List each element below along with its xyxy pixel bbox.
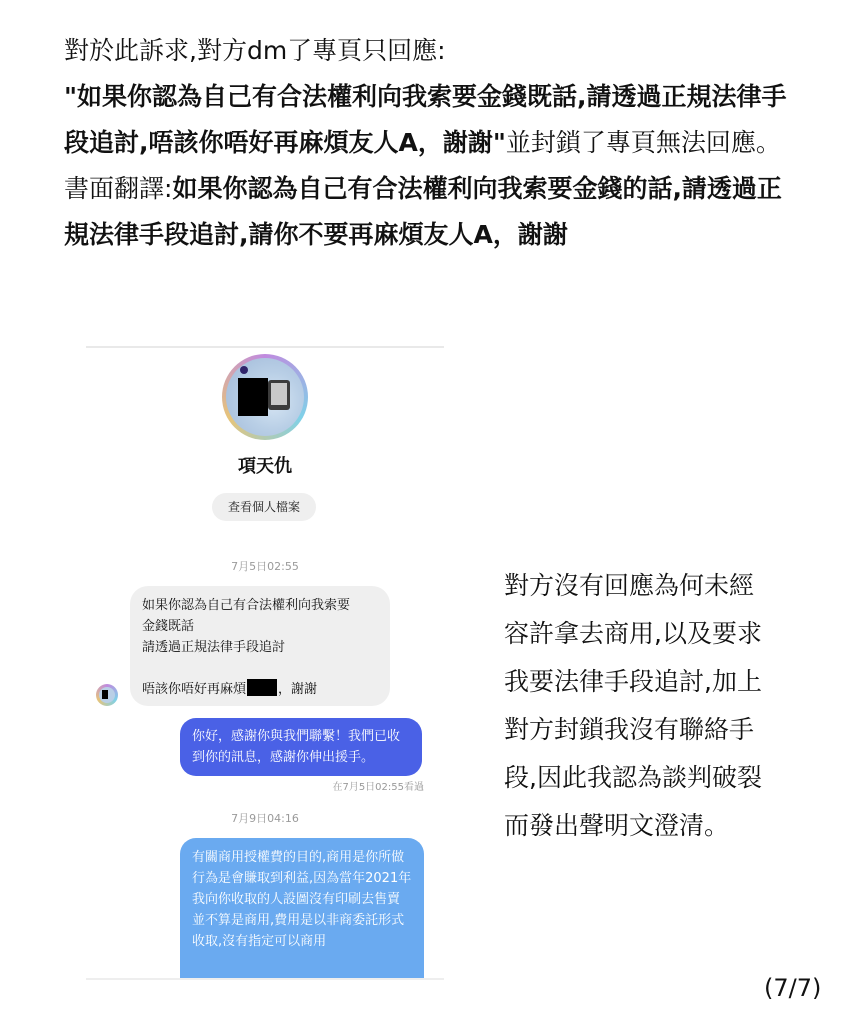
explanation-line: 容許拿去商用,以及要求 [504,619,762,648]
message-line: 如果你認為自己有合法權利向我索要 [142,598,351,613]
translation [64,166,804,258]
chat-screenshot [86,346,444,980]
translation-text: 如果你認為自己有合法權利向我索要金錢的話,請透過正規法律手段追討,請你不要再麻煩友人A，謝謝 [64,174,782,249]
message-line: 請透過正規法律手段追討 [142,640,286,655]
translation-label: 書面翻譯: [64,174,173,203]
message-line: 金錢既話 [142,619,195,634]
avatar-image [226,358,304,436]
view-profile-button[interactable]: 查看個人檔案 [212,493,316,521]
quoted-reply-text: "如果你認為自己有合法權利向我索要金錢既話,請透過正規法律手段追討,唔該你唔好再麻煩友人A，謝謝" [64,82,787,157]
explanation-line: 對方沒有回應為何未經 [504,571,755,600]
explanation-line: 我要法律手段追討,加上 [504,667,762,696]
redacted-block [102,690,108,699]
message-line [142,679,378,700]
chat-divider [86,978,444,980]
seen-receipt: 在7月5日02:55看過 [332,782,424,793]
page-number: (7/7) [764,974,822,1002]
intro-text [64,28,804,258]
explanation-text [504,562,794,850]
outgoing-message[interactable]: 有關商用授權費的目的,商用是你所做行為是會賺取到利益,因為當年2021年我向你收取的人設圖沒有印刷去售賣並不算是商用,費用是以非商委託形式收取,沒有指定可以商用 [180,838,424,980]
quoted-reply [64,74,804,166]
message-line [142,658,378,679]
explanation-line: 段,因此我認為談判破裂 [504,763,762,792]
incoming-message[interactable] [130,586,390,706]
message-text: ，謝謝 [278,682,318,697]
sender-avatar[interactable] [96,684,118,706]
message-text: 唔該你唔好再麻煩 [142,682,247,697]
message-timestamp: 7月9日04:16 [231,812,299,825]
message-timestamp: 7月5日02:55 [231,560,299,573]
intro-line: 對於此訴求,對方dm了專頁只回應: [64,36,446,65]
profile-avatar[interactable] [222,354,308,440]
tablet-icon [268,380,290,410]
profile-name: 項天仇 [238,456,292,477]
explanation-line: 對方封鎖我沒有聯絡手 [504,715,755,744]
moon-icon [240,366,248,374]
explanation-line: 而發出聲明文澄清。 [504,811,730,840]
redacted-block [238,378,268,416]
outgoing-message[interactable]: 你好，感謝你與我們聯繫！我們已收到你的訊息，感謝你伸出援手。 [180,718,422,776]
redacted-name [247,679,277,696]
quoted-reply-tail: 並封鎖了專頁無法回應。 [505,128,781,157]
chat-divider [86,346,444,348]
